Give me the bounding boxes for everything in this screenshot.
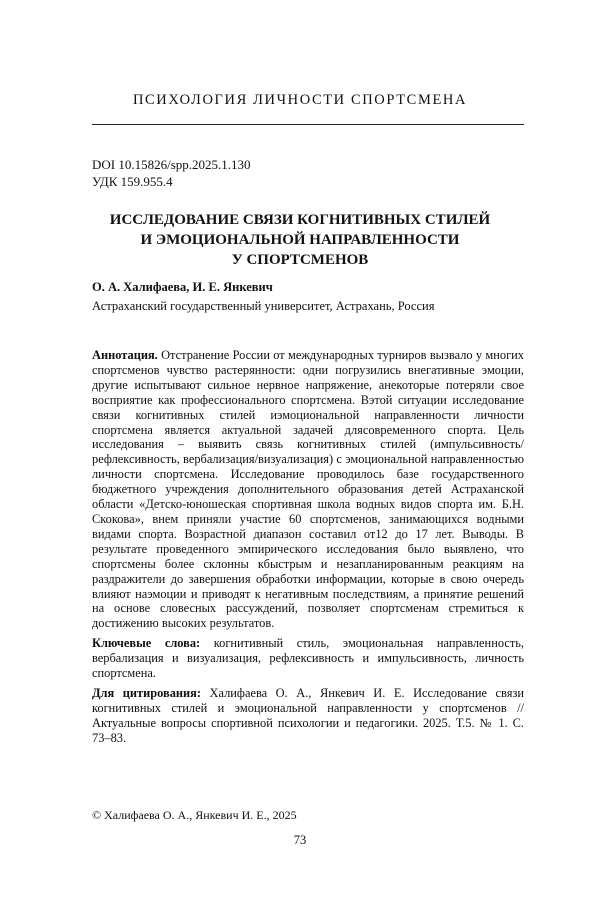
header-rule <box>92 124 524 125</box>
title-line: У СПОРТСМЕНОВ <box>231 252 369 268</box>
abstract-text: Отстранение России от международных турниров вызвало у многих спортсменов чувство растерянности: одни погрузились внегативные эмоции, другие испытывают сильное нервное напряжение, анекоторые потеряли свое восприятие как профессионального спортсмена. Вэтой ситуации исследование связи когнитивных стилей иэмоциональной направленности личности спортсмена является актуальной задачей длясовременного спорта. Цель исследования – выявить связь когнитивных стилей (импульсивность/рефлексивность, вербализация/визуализация) с эмоциональной направленностью личности спортсмена. Исследование проводилось базе государственного бюджетного учреждения дополнительного образования детей Астраханской области «Детско-юношеская спортивная школа водных видов спорта им. Б.Н. Скокова», внем приняли участие 60 спортсменов, занимающихся водными видами спорта. Возрастной диапазон составил от12 до 17 лет. Выводы. В результате проведенного эмпирического исследования было выявлено, что спортсмены более склонны кбыстрым и незапланированным реакциям на раздражители до завершения обработки информации, которые в свою очередь влияют наэмоции и приводят к негативным последствиям, а принятие решений на основе словесных рассуждений, позволяет спортсменам стремиться к достижению высоких результатов. <box>92 348 524 631</box>
affiliation: Астраханский государственный университет, Астрахань, Россия <box>92 299 435 313</box>
abstract-label: Аннотация. <box>92 348 158 362</box>
page-number: 73 <box>293 833 307 847</box>
keywords-paragraph <box>92 636 524 681</box>
title-line: ИССЛЕДОВАНИЕ СВЯЗИ КОГНИТИВНЫХ СТИЛЕЙ <box>109 212 491 228</box>
keywords-label: Ключевые слова: <box>92 636 201 651</box>
doi: DOI 10.15826/spp.2025.1.130 <box>92 157 251 172</box>
citation-label: Для цитирования: <box>92 685 201 700</box>
citation-text: Халифаева О. А., Янкевич И. Е. Исследование связи когнитивных стилей и эмоциональной направленности у спортсменов // Актуальные вопросы спортивной психологии и педагогики. 2025. Т.5. № 1. С. 73–83. <box>92 685 524 745</box>
running-header: ПСИХОЛОГИЯ ЛИЧНОСТИ СПОРТСМЕНА <box>132 92 468 108</box>
keywords-text: когнитивный стиль, эмоциональная направленность, вербализация и визуализация, рефлексивность и импульсивность, личность спортсмена. <box>92 636 524 681</box>
title-line: И ЭМОЦИОНАЛЬНОЙ НАПРАВЛЕННОСТИ <box>140 232 460 248</box>
abstract-block <box>92 348 524 751</box>
citation-paragraph <box>92 686 524 746</box>
udk: УДК 159.955.4 <box>92 174 173 189</box>
authors: О. А. Халифаева, И. Е. Янкевич <box>92 280 273 294</box>
copyright: © Халифаева О. А., Янкевич И. Е., 2025 <box>92 808 297 822</box>
abstract-paragraph <box>92 348 524 631</box>
article-title <box>60 210 540 270</box>
